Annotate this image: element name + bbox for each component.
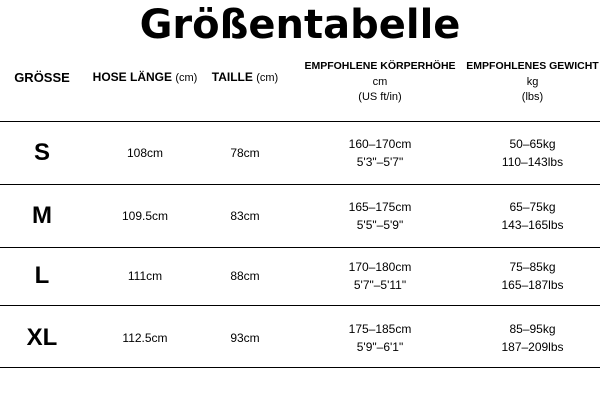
header-hose	[92, 70, 198, 84]
header-taille-unit: (cm)	[256, 72, 279, 84]
height-ft: 5'3"–5'7"	[356, 155, 404, 169]
size-cell: L	[34, 262, 50, 289]
header-hose-unit: (cm)	[175, 72, 198, 84]
hose-cell: 111cm	[127, 269, 163, 283]
weight-cell	[465, 307, 600, 369]
height-cell	[300, 245, 460, 307]
table-row	[0, 307, 600, 369]
taille-cell: 78cm	[230, 146, 260, 160]
size-cell: M	[32, 202, 52, 229]
header-weight-unit-lbs: (lbs)	[521, 91, 544, 103]
height-cm: 165–175cm	[348, 200, 412, 214]
height-ft: 5'7"–5'11"	[353, 278, 407, 292]
height-cm: 170–180cm	[348, 260, 412, 274]
header-hose-label: HOSE LÄNGE	[92, 70, 172, 84]
page-title: Größentabelle	[139, 2, 461, 48]
height-ft: 5'5"–5'9"	[356, 218, 404, 232]
divider	[0, 367, 600, 368]
header-taille	[205, 70, 285, 84]
table-row	[0, 185, 600, 247]
header-height	[300, 60, 460, 105]
size-cell: XL	[26, 324, 58, 351]
divider	[0, 305, 600, 306]
weight-cell	[465, 185, 600, 247]
weight-lbs: 110–143lbs	[501, 155, 564, 169]
header-size	[12, 70, 72, 85]
height-cm: 160–170cm	[348, 137, 412, 151]
height-cell	[300, 307, 460, 369]
header-size-label: GRÖSSE	[14, 70, 70, 85]
header-weight	[465, 60, 600, 105]
header-height-unit-cm: cm	[372, 76, 388, 88]
header-height-unit-us: (US ft/in)	[358, 91, 402, 103]
header-weight-unit-kg: kg	[526, 76, 539, 88]
table-row	[0, 122, 600, 184]
taille-cell: 93cm	[230, 331, 260, 345]
weight-kg: 75–85kg	[509, 260, 556, 274]
header-height-label: EMPFOHLENE KÖRPERHÖHE	[304, 60, 456, 72]
hose-cell: 108cm	[126, 146, 164, 160]
weight-lbs: 143–165lbs	[501, 218, 564, 232]
taille-cell: 88cm	[230, 269, 260, 283]
header-weight-label: EMPFOHLENES GEWICHT	[466, 60, 599, 72]
weight-cell	[465, 245, 600, 307]
weight-kg: 65–75kg	[509, 200, 556, 214]
hose-cell: 109.5cm	[121, 209, 169, 223]
weight-lbs: 165–187lbs	[501, 278, 564, 292]
table-row	[0, 245, 600, 307]
size-cell: S	[33, 139, 50, 166]
weight-kg: 50–65kg	[509, 137, 556, 151]
weight-kg: 85–95kg	[509, 322, 556, 336]
taille-cell: 83cm	[230, 209, 260, 223]
height-cell	[300, 185, 460, 247]
weight-cell	[465, 122, 600, 184]
weight-lbs: 187–209lbs	[501, 340, 564, 354]
height-cell	[300, 122, 460, 184]
hose-cell: 112.5cm	[122, 331, 168, 345]
height-cm: 175–185cm	[348, 322, 412, 336]
height-ft: 5'9"–6'1"	[356, 340, 404, 354]
header-taille-label: TAILLE	[211, 70, 253, 84]
